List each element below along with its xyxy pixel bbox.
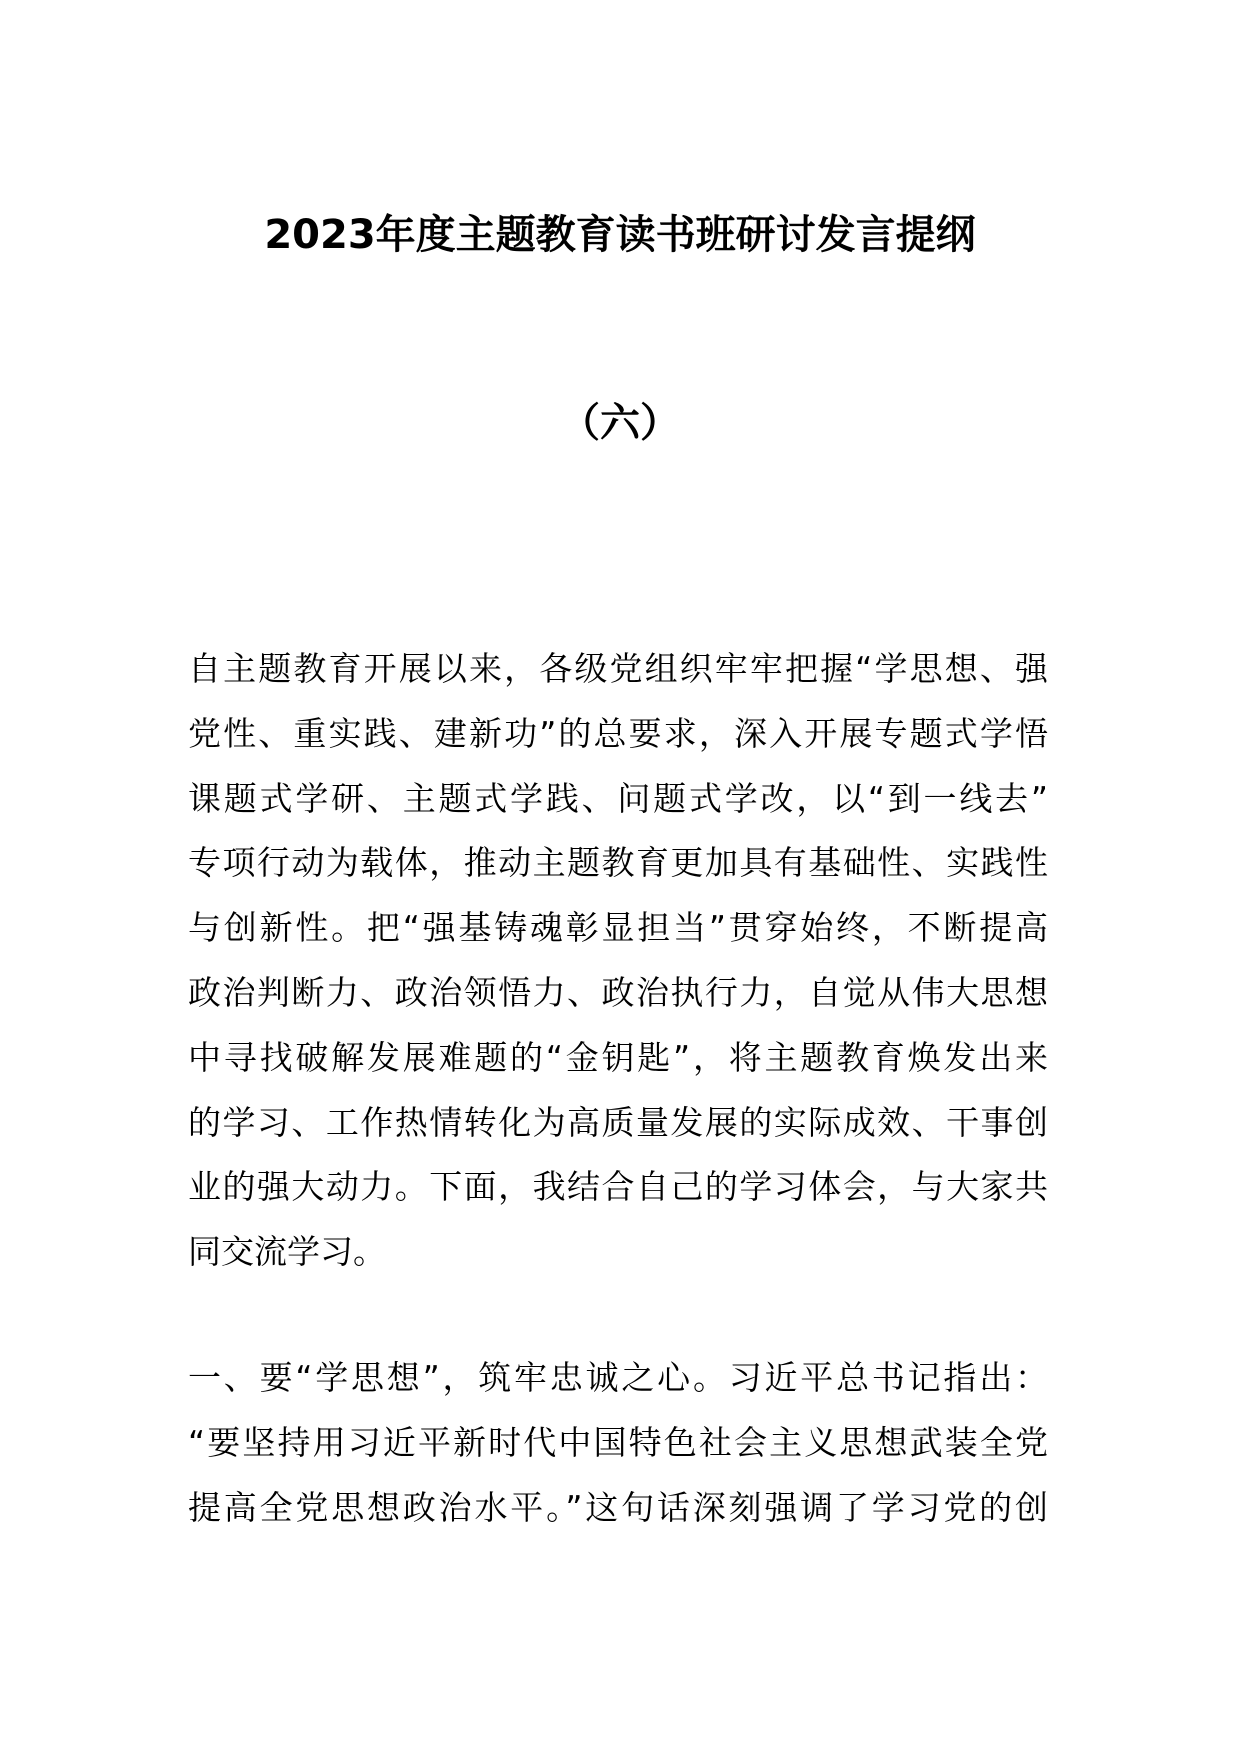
paragraph-line: 业的强大动力。下面，我结合自己的学习体会，与大家共 [188, 1167, 1048, 1207]
paragraph-line: “要坚持用习近平新时代中国特色社会主义思想武装全党 [188, 1422, 1048, 1462]
paragraph-intro [188, 637, 1048, 1285]
document-subtitle: （六） [560, 400, 680, 446]
paragraph-line: 中寻找破解发展难题的“金钥匙”，将主题教育焕发出来 [188, 1037, 1048, 1077]
paragraph-line: 与创新性。把“强基铸魂彰显担当”贯穿始终，不断提高 [188, 908, 1048, 948]
paragraph-line: 的学习、工作热情转化为高质量发展的实际成效、干事创 [188, 1102, 1048, 1142]
paragraph-line: 同交流学习。 [188, 1232, 386, 1272]
paragraph-section-one [188, 1346, 1048, 1540]
paragraph-line: 课题式学研、主题式学践、问题式学改，以“到一线去” [188, 778, 1048, 818]
paragraph-line: 专项行动为载体，推动主题教育更加具有基础性、实践性 [188, 843, 1048, 883]
paragraph-line: 自主题教育开展以来，各级党组织牢牢把握“学思想、强 [188, 649, 1048, 688]
paragraph-line: 提高全党思想政治水平。”这句话深刻强调了学习党的创 [188, 1487, 1048, 1527]
paragraph-line: 政治判断力、政治领悟力、政治执行力，自觉从伟大思想 [188, 972, 1048, 1012]
document-title: 2023年度主题教育读书班研讨发言提纲 [264, 212, 976, 258]
paragraph-line: 一、要“学思想”，筑牢忠诚之心。习近平总书记指出： [188, 1358, 1048, 1397]
paragraph-line: 党性、重实践、建新功”的总要求，深入开展专题式学悟 [188, 713, 1048, 753]
